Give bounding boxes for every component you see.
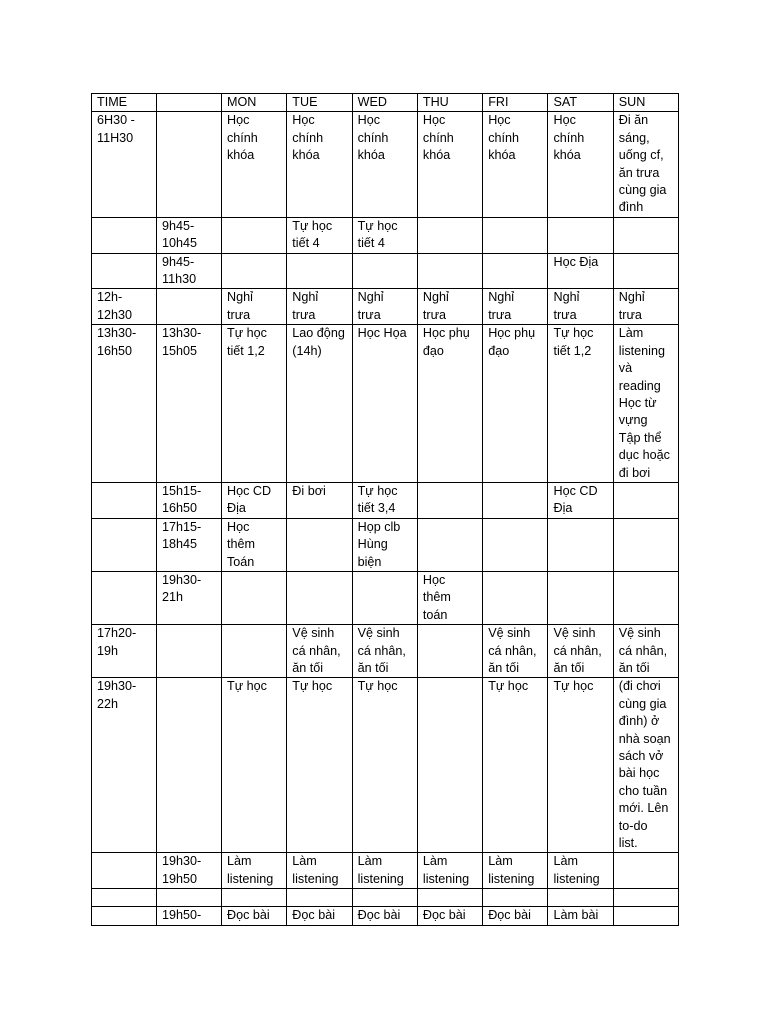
table-cell-slot: 17h15- 18h45 [157,518,222,571]
table-cell-fri [483,518,548,571]
table-cell-wed: Học Họa [352,325,417,483]
table-cell-slot [157,112,222,217]
table-cell-mon [222,217,287,253]
table-row [92,625,679,678]
table-cell-sat [548,217,613,253]
table-cell-sun [613,571,678,624]
table-cell-wed [352,253,417,289]
table-cell-mon: Tự học tiết 1,2 [222,325,287,483]
table-cell-slot: 15h15- 16h50 [157,482,222,518]
table-cell-fri [483,482,548,518]
table-cell-sat [548,571,613,624]
table-cell-tue: Nghỉ trưa [287,289,352,325]
table-cell-sun [613,907,678,925]
table-cell-slot [157,625,222,678]
table-cell-sat: Làm bài [548,907,613,925]
table-cell-mon: Làm listening [222,853,287,889]
header-cell-fri: FRI [483,94,548,112]
table-cell-sat: Tự học tiết 1,2 [548,325,613,483]
table-row [92,217,679,253]
table-cell-slot: 9h45- 11h30 [157,253,222,289]
table-cell-time [92,889,157,907]
table-cell-sun [613,253,678,289]
table-cell-fri [483,253,548,289]
header-cell-thu: THU [417,94,482,112]
table-cell-mon: Học chính khóa [222,112,287,217]
table-row [92,889,679,907]
table-cell-sat: Tự học [548,678,613,853]
table-cell-thu: Nghỉ trưa [417,289,482,325]
table-cell-time: 13h30- 16h50 [92,325,157,483]
table-cell-mon: Nghỉ trưa [222,289,287,325]
table-cell-mon [222,889,287,907]
header-cell-sun: SUN [613,94,678,112]
table-cell-sat [548,518,613,571]
header-cell-sat: SAT [548,94,613,112]
header-cell-mon: MON [222,94,287,112]
header-cell-tue: TUE [287,94,352,112]
table-cell-time: 12h- 12h30 [92,289,157,325]
table-cell-fri: Tự học [483,678,548,853]
table-cell-wed: Làm listening [352,853,417,889]
table-cell-sat: Học CD Địa [548,482,613,518]
table-cell-fri: Nghỉ trưa [483,289,548,325]
table-row [92,907,679,925]
table-cell-tue: Đọc bài [287,907,352,925]
table-cell-fri: Vệ sinh cá nhân, ăn tối [483,625,548,678]
table-cell-sun [613,217,678,253]
table-cell-time [92,518,157,571]
table-cell-time [92,217,157,253]
table-cell-wed: Học chính khóa [352,112,417,217]
table-row [92,112,679,217]
table-cell-tue: Vệ sinh cá nhân, ăn tối [287,625,352,678]
table-cell-sun: Nghỉ trưa [613,289,678,325]
table-cell-slot: 19h50- [157,907,222,925]
table-cell-fri [483,217,548,253]
table-cell-tue: Học chính khóa [287,112,352,217]
table-cell-sat: Làm listening [548,853,613,889]
table-cell-tue [287,571,352,624]
table-cell-slot [157,889,222,907]
table-cell-tue: Tự học [287,678,352,853]
table-cell-mon [222,625,287,678]
header-row [92,94,679,112]
table-cell-wed: Tự học tiết 4 [352,217,417,253]
table-cell-slot: 19h30- 21h [157,571,222,624]
table-cell-sun [613,518,678,571]
table-cell-tue [287,253,352,289]
table-cell-wed: Đọc bài [352,907,417,925]
table-cell-fri [483,889,548,907]
table-cell-tue: Tự học tiết 4 [287,217,352,253]
table-cell-time [92,482,157,518]
table-cell-sun [613,853,678,889]
table-cell-tue: Đi bơi [287,482,352,518]
table-cell-sat: Học Địa [548,253,613,289]
table-cell-thu [417,482,482,518]
table-cell-fri: Học phụ đạo [483,325,548,483]
table-cell-slot: 9h45- 10h45 [157,217,222,253]
table-cell-thu [417,678,482,853]
table-cell-sun: Vệ sinh cá nhân, ăn tối [613,625,678,678]
table-cell-slot: 13h30- 15h05 [157,325,222,483]
table-row [92,853,679,889]
table-cell-time: 19h30- 22h [92,678,157,853]
table-row [92,325,679,483]
table-cell-wed: Vệ sinh cá nhân, ăn tối [352,625,417,678]
header-cell-time: TIME [92,94,157,112]
table-cell-slot [157,289,222,325]
table-cell-thu: Làm listening [417,853,482,889]
table-cell-slot [157,678,222,853]
table-cell-time [92,253,157,289]
table-cell-mon: Tự học [222,678,287,853]
table-cell-thu [417,889,482,907]
table-cell-wed [352,889,417,907]
table-cell-tue [287,889,352,907]
table-cell-slot: 19h30- 19h50 [157,853,222,889]
table-cell-sun [613,889,678,907]
table-cell-sun: Đi ăn sáng, uống cf, ăn trưa cùng gia đình [613,112,678,217]
table-cell-sun [613,482,678,518]
table-cell-time [92,853,157,889]
table-cell-mon: Đọc bài [222,907,287,925]
table-row [92,678,679,853]
table-cell-thu: Học thêm toán [417,571,482,624]
table-row [92,482,679,518]
table-cell-mon: Học CD Địa [222,482,287,518]
table-cell-time: 17h20- 19h [92,625,157,678]
header-cell-slot [157,94,222,112]
table-cell-sat: Nghỉ trưa [548,289,613,325]
table-cell-tue: Làm listening [287,853,352,889]
table-cell-fri: Làm listening [483,853,548,889]
table-cell-fri: Đọc bài [483,907,548,925]
table-cell-mon: Học thêm Toán [222,518,287,571]
table-row [92,289,679,325]
table-cell-fri: Học chính khóa [483,112,548,217]
table-cell-thu: Đọc bài [417,907,482,925]
schedule-table [91,93,679,926]
table-cell-sat: Vệ sinh cá nhân, ăn tối [548,625,613,678]
table-cell-sun: (đi chơi cùng gia đình) ở nhà soạn sách vở bài học cho tuần mới. Lên to-do list. [613,678,678,853]
table-cell-wed: Nghỉ trưa [352,289,417,325]
table-cell-mon [222,571,287,624]
table-cell-mon [222,253,287,289]
table-cell-sat [548,889,613,907]
table-cell-tue [287,518,352,571]
table-cell-time [92,907,157,925]
table-row [92,253,679,289]
table-cell-time [92,571,157,624]
table-cell-wed: Họp clb Hùng biện [352,518,417,571]
table-cell-sun: Làm listening và reading Học từ vựng Tập thể dục hoặc đi bơi [613,325,678,483]
table-cell-thu [417,518,482,571]
table-cell-wed: Tự học tiết 3,4 [352,482,417,518]
table-row [92,571,679,624]
table-cell-thu [417,253,482,289]
table-row [92,518,679,571]
table-cell-thu [417,217,482,253]
table-cell-thu: Học chính khóa [417,112,482,217]
table-cell-fri [483,571,548,624]
header-cell-wed: WED [352,94,417,112]
table-cell-wed [352,571,417,624]
table-cell-sat: Học chính khóa [548,112,613,217]
table-cell-thu [417,625,482,678]
table-cell-time: 6H30 - 11H30 [92,112,157,217]
table-cell-wed: Tự học [352,678,417,853]
table-cell-tue: Lao động (14h) [287,325,352,483]
table-cell-thu: Học phụ đạo [417,325,482,483]
